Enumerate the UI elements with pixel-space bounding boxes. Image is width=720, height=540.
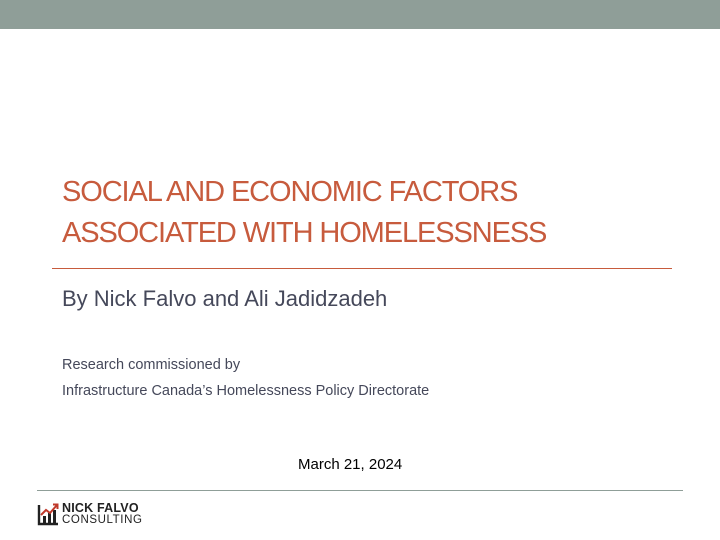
header-band xyxy=(0,0,720,29)
commission-note xyxy=(62,352,429,404)
logo-consulting: CONSULTING xyxy=(62,514,143,526)
slide-subtitle: By Nick Falvo and Ali Jadidzadeh xyxy=(62,286,388,311)
footer-divider xyxy=(37,490,683,491)
commission-line-2: Infrastructure Canada’s Homelessness Policy Directorate xyxy=(62,383,430,399)
slide-title xyxy=(62,172,682,254)
nick-falvo-consulting-logo xyxy=(36,500,143,528)
title-line-1: SOCIAL AND ECONOMIC FACTORS xyxy=(62,176,518,208)
title-divider xyxy=(52,268,672,269)
slide-date: March 21, 2024 xyxy=(298,456,403,473)
title-line-2: ASSOCIATED WITH HOMELESSNESS xyxy=(62,217,547,249)
commission-line-1: Research commissioned by xyxy=(62,357,241,373)
logo-name: NICK FALVO xyxy=(62,500,139,515)
rising-chart-icon xyxy=(36,501,60,527)
